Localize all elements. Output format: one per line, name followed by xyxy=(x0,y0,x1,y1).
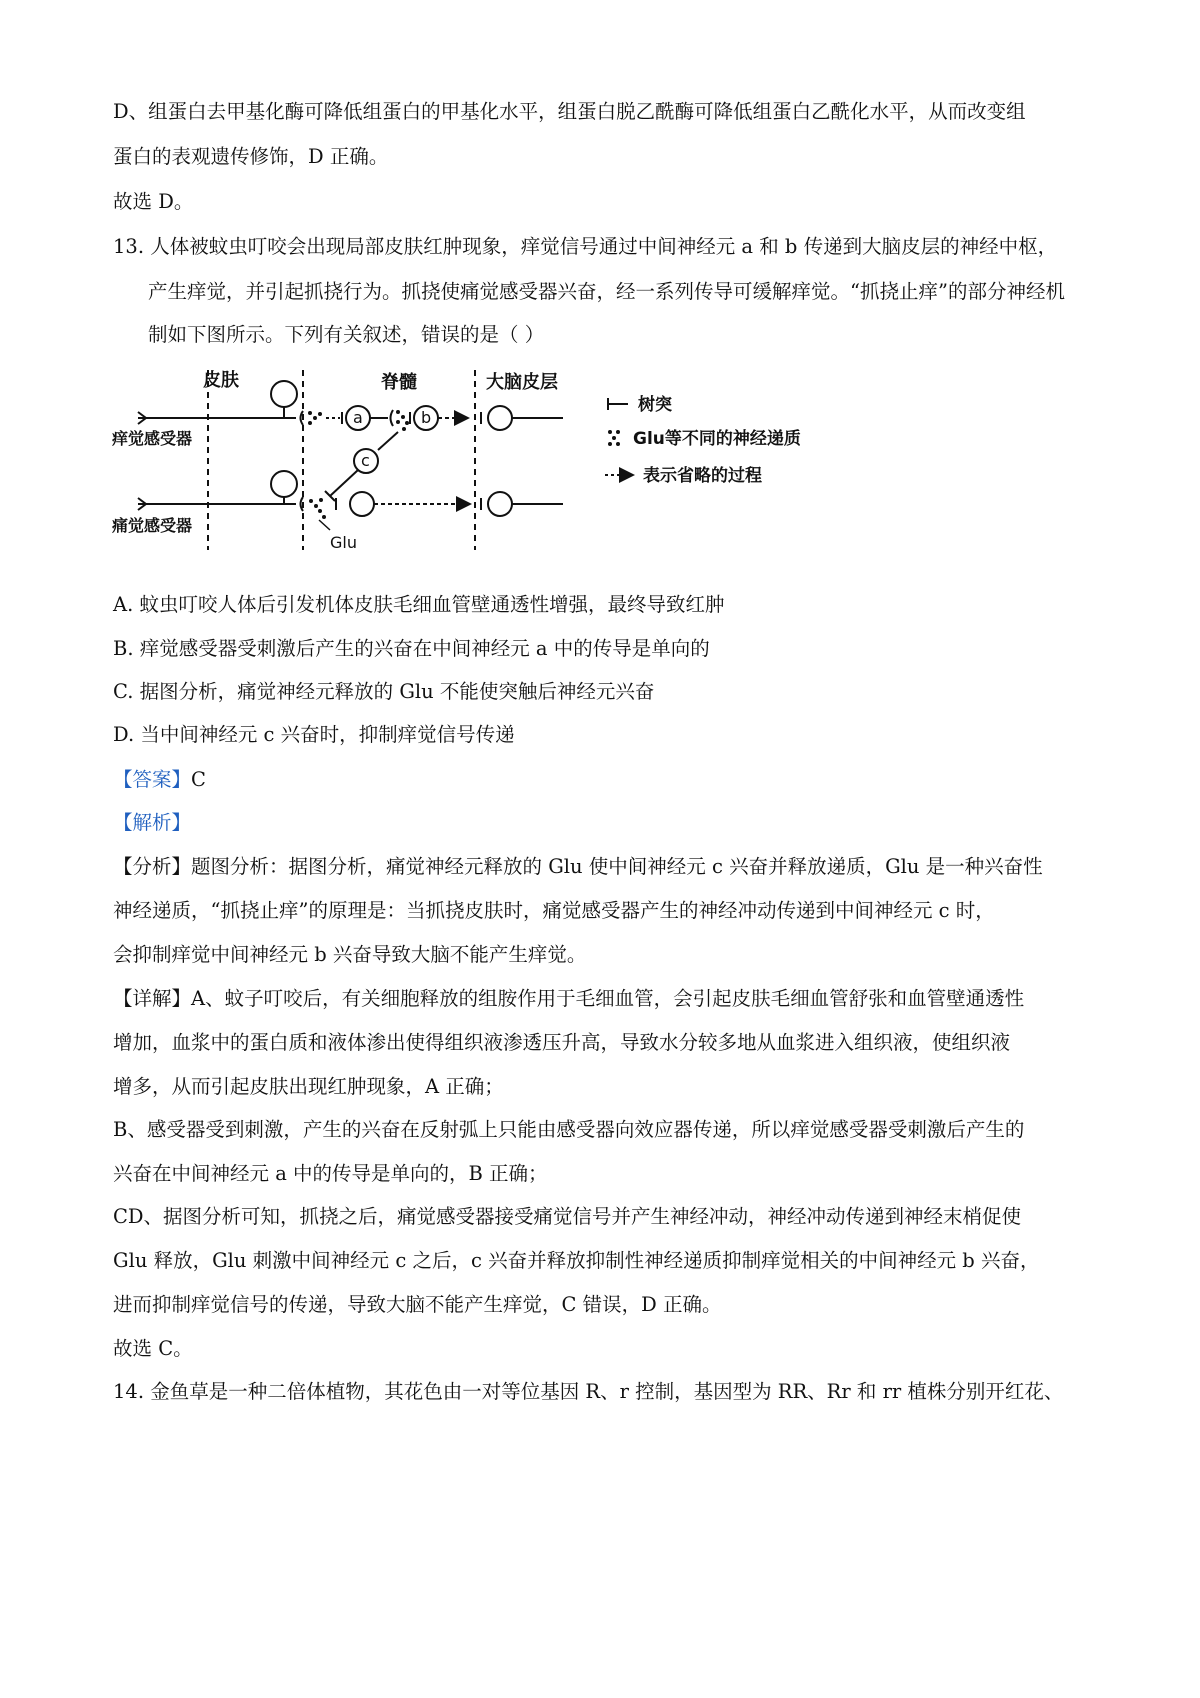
question-14-line: 14. 金鱼草是一种二倍体植物，其花色由一对等位基因 R、r 控制，基因型为 RR、Rr 和 rr 植株分别开红花、 xyxy=(113,1380,1064,1403)
neural-mechanism-diagram xyxy=(108,360,848,575)
detail-line: 增多，从而引起皮肤出现红肿现象，A 正确； xyxy=(113,1075,504,1098)
spinal-cord-label: 脊髓 xyxy=(381,372,417,393)
legend-glu-label: Glu等不同的神经递质 xyxy=(633,429,801,449)
detail-line: 故选 C。 xyxy=(113,1337,193,1360)
question-13-line: 13. 人体被蚊虫叮咬会出现局部皮肤红肿现象，痒觉信号通过中间神经元 a 和 b 传递到大脑皮层的神经中枢， xyxy=(113,235,1058,258)
analysis-line: 会抑制痒觉中间神经元 b 兴奋导致大脑不能产生痒觉。 xyxy=(113,943,587,966)
detail-line: Glu 释放，Glu 刺激中间神经元 c 之后，c 兴奋并释放抑制性神经递质抑制痒觉相关的中间神经元 b 兴奋， xyxy=(113,1249,1040,1272)
answer-line xyxy=(113,764,206,792)
option-d: D. 当中间神经元 c 兴奋时，抑制痒觉信号传递 xyxy=(113,723,515,746)
detail-line: 【详解】A、蚊子叮咬后，有关细胞释放的组胺作用于毛细血管，会引起皮肤毛细血管舒张和血管壁通透性 xyxy=(113,987,1025,1010)
cortex-label: 大脑皮层 xyxy=(486,372,558,393)
analysis-line: 神经递质，“抓挠止痒”的原理是：当抓挠皮肤时，痛觉感受器产生的神经冲动传递到中间神经元 c 时， xyxy=(113,899,995,922)
detail-line: 增加，血浆中的蛋白质和液体渗出使得组织液渗透压升高，导致水分较多地从血浆进入组织液，使组织液 xyxy=(113,1031,1011,1054)
option-c: C. 据图分析，痛觉神经元释放的 Glu 不能使突触后神经元兴奋 xyxy=(113,680,655,703)
skin-label: 皮肤 xyxy=(203,370,239,391)
text-line: 故选 D。 xyxy=(113,190,194,213)
cortex-neuron-itch xyxy=(488,406,512,430)
question-13-line: 产生痒觉，并引起抓挠行为。抓挠使痛觉感受器兴奋，经一系列传导可缓解痒觉。“抓挠止痒”的部分神经机 xyxy=(148,280,1065,303)
pain-receptor-label: 痛觉感受器 xyxy=(112,516,193,535)
question-13-line: 制如下图所示。下列有关叙述，错误的是（ ） xyxy=(148,323,545,346)
answer-tag: 【答案】 xyxy=(113,768,192,791)
legend-dendrite-label: 树突 xyxy=(638,395,672,415)
itch-sensory-neuron-body xyxy=(271,381,297,407)
neuron-c-label: c xyxy=(361,451,370,470)
itch-receptor-label: 痒觉感受器 xyxy=(112,429,193,448)
neuron-a-label: a xyxy=(353,408,363,427)
answer-value: C xyxy=(191,768,206,791)
neuron-b-label: b xyxy=(421,408,432,427)
option-a: A. 蚊虫叮咬人体后引发机体皮肤毛细血管壁通透性增强，最终导致红肿 xyxy=(113,593,725,616)
analysis-line: 【分析】题图分析：据图分析，痛觉神经元释放的 Glu 使中间神经元 c 兴奋并释放递质，Glu 是一种兴奋性 xyxy=(113,855,1043,878)
detail-line: 进而抑制痒觉信号的传递，导致大脑不能产生痒觉，C 错误，D 正确。 xyxy=(113,1293,722,1316)
legend-omitted-label: 表示省略的过程 xyxy=(643,466,762,486)
analysis-tag: 【解析】 xyxy=(113,811,192,834)
cortex-neuron-pain xyxy=(488,492,512,516)
detail-line: CD、据图分析可知，抓挠之后，痛觉感受器接受痛觉信号并产生神经冲动，神经冲动传递到神经末梢促使 xyxy=(113,1205,1022,1228)
option-b: B. 痒觉感受器受刺激后产生的兴奋在中间神经元 a 中的传导是单向的 xyxy=(113,637,710,660)
text-line: 蛋白的表观遗传修饰，D 正确。 xyxy=(113,145,389,168)
pain-interneuron xyxy=(350,492,374,516)
glu-label: Glu xyxy=(330,533,357,552)
detail-line: B、感受器受到刺激，产生的兴奋在反射弧上只能由感受器向效应器传递，所以痒觉感受器受刺激后产生的 xyxy=(113,1118,1025,1141)
text-line: D、组蛋白去甲基化酶可降低组蛋白的甲基化水平，组蛋白脱乙酰酶可降低组蛋白乙酰化水平，从而改变组 xyxy=(113,100,1026,123)
detail-line: 兴奋在中间神经元 a 中的传导是单向的，B 正确； xyxy=(113,1162,548,1185)
pain-sensory-neuron-body xyxy=(271,471,297,497)
